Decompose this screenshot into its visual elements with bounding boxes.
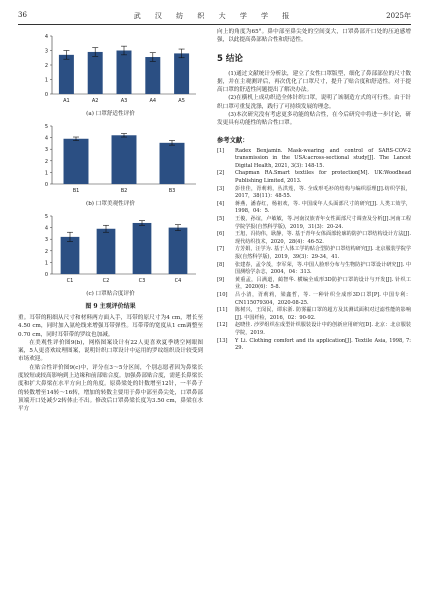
reference-text: 蒋燕，潘春红，杨祖欢，等. 中国成年人头面部尺寸的研究[J]. 人类工效学，1998，04：5. [235, 200, 411, 215]
x-tick-label: C3 [138, 278, 146, 284]
bar [174, 53, 189, 94]
reference-text: Chapman RA.Smart textiles for protection[M]. UK:Woodhead Publishing Limited, 2013. [235, 170, 411, 185]
y-tick-label: 5 [44, 124, 48, 130]
chart-b-caption: (b) 口罩美观性评价 [86, 201, 135, 207]
chart-b-svg [18, 120, 203, 198]
reference-number: [5] [217, 216, 225, 223]
reference-item [217, 307, 411, 322]
y-tick-label: 2 [44, 158, 48, 165]
y-tick-label: 1 [44, 170, 48, 177]
y-tick-label: 3 [44, 48, 48, 55]
y-tick-label: 2 [44, 248, 48, 255]
reference-item [217, 201, 411, 216]
reference-item [217, 338, 411, 353]
left-paragraph: 在贴合性评价图9(c)中，评分在3～5分区间，个别志愿者因为鼻梁长度较短或较高影响到上边缘和前部贴合度。加强鼻部贴合度，需延长鼻梁长度和扩大鼻梁在水平方向上的角度。原鼻梁处的针数增至12针，一半鼻子的转数增至14转～16转，增加的转数主要用于鼻中部至鼻尖处，口罩鼻部顶端开口处减少2转体止不出。修改后口罩鼻梁长度为3.50 cm，鼻梁在水平方 [18, 364, 203, 413]
reference-number: [12] [217, 322, 228, 329]
reference-number: [13] [217, 337, 228, 344]
page-header [18, 11, 411, 23]
reference-item [217, 186, 411, 201]
y-tick-label: 5 [44, 214, 48, 220]
conclusion-paragraph: (3)本次研究没有考虑更多功能的贴合性，在今后研究中将进一步讨论，研发更具有功能性的贴合性口罩。 [217, 112, 411, 127]
x-tick-label: A3 [120, 98, 128, 104]
y-tick-label: 0 [44, 272, 48, 278]
y-tick-label: 4 [44, 34, 48, 40]
reference-number: [3] [217, 185, 225, 192]
reference-text: 赵晓佳. 沙罗组织在成型针织服装设计中的创新应用研究[D]. 北京：北京服装学院，2019. [235, 322, 411, 336]
reference-item [217, 322, 411, 337]
reference-item [217, 148, 411, 171]
chart-c [18, 210, 203, 297]
journal-year: 2025年 [386, 12, 411, 20]
bar [160, 143, 185, 184]
x-tick-label: B3 [168, 188, 176, 194]
reference-number: [10] [217, 291, 228, 298]
reference-item [217, 216, 411, 231]
left-column [18, 30, 203, 414]
x-tick-label: C1 [66, 278, 74, 284]
reference-item [217, 246, 411, 261]
x-tick-label: C2 [102, 278, 110, 284]
right-intro: 向上的角度为65°。鼻中部至鼻尖处的空间变大，口罩鼻部开口处的压迫感增强，以此提高鼻部贴合性和舒适性。 [217, 29, 411, 44]
reference-item [217, 231, 411, 246]
chart-a-svg [18, 30, 203, 108]
bar [64, 139, 89, 184]
reference-item [217, 262, 411, 277]
chart-c-svg [18, 210, 203, 288]
reference-text: 王俊，孙谊，卢敏敏，等.河南汉族青年女性面部尺寸调查及分析[J].河南工程学院学报(自然科学版)，2019，31(3)：20-24. [235, 216, 411, 230]
x-tick-label: B2 [120, 188, 128, 194]
y-tick-label: 3 [44, 147, 48, 154]
right-column [217, 28, 411, 353]
left-paragraph: 重。耳带的粗细从尺寸和材料两方面入手，耳带的原尺寸为4 cm，增长至4.50 cm，同时加入氨纶线来增强耳带弹性。耳带带的宽度从1 cm调整至0.70 cm，同时耳带带的罗纹也加减。 [18, 315, 203, 338]
reference-number: [8] [217, 261, 225, 268]
bar [145, 57, 160, 94]
reference-number: [11] [217, 307, 228, 314]
bar [133, 223, 152, 274]
chart-c-caption: (c) 口罩贴合度评价 [86, 291, 135, 297]
chart-a-caption: (a) 口罩舒适性评价 [86, 111, 135, 117]
reference-number: [2] [217, 170, 225, 177]
reference-text: 陈树兴，王闵民，谭东浙. 防雾霾口罩的超方及其测试面积对过滤性能的影响[J]. 中国纤检，2016，02：90-92. [235, 307, 411, 321]
reference-number: [1] [217, 147, 225, 154]
reference-text: 张建春，孟令茂，李军荣，等.中国人脸形分布与生物防护口罩设计研究[J]. 中国测绘学杂志，2004，04：313. [235, 261, 411, 276]
x-tick-label: A4 [149, 98, 157, 104]
bar [169, 228, 188, 274]
reference-number: [4] [217, 200, 225, 207]
reference-text: 黄重孟，吕满道，蔺智华. 横编全成形3D防护口罩的设计与开发[J]. 针织工业，2020(6)：5-8. [235, 276, 411, 291]
reference-number: [9] [217, 276, 225, 283]
header-rule [18, 24, 411, 25]
reference-text: 方芳娟，汪学为. 基于人体工学的贴合型防护口罩结构研究[J]. 北京服装学院学报(自然科学版)，2019，39(3)：29-34，41. [235, 246, 411, 260]
bar [61, 237, 80, 274]
y-tick-label: 1 [44, 77, 48, 84]
chart-b [18, 120, 203, 207]
journal-title: 武 汉 纺 织 大 学 学 报 [133, 12, 296, 20]
reference-number: [6] [217, 231, 225, 238]
reference-item [217, 292, 411, 307]
reference-text: Radex Benjamin. Mask-wearing and control of SARS-COV-2 transmission in the USA:across-sectional study[J]. The Lancet Digital Health, 2021, 3(3): 148-15. [235, 147, 411, 169]
conclusion-heading: 5 结论 [217, 53, 243, 64]
x-tick-label: C4 [174, 278, 182, 284]
reference-text: 彭佳佳，胥莉莉，丛洪莲，等. 全成形毛衫的结构与编织原理[J].纺织学报，2017，38(11)：48-55. [235, 185, 411, 200]
y-tick-label: 4 [44, 225, 48, 232]
reference-text: Y Li. Clothing comfort and its application[J]. Textile Asia, 1998, 7: 29. [235, 337, 411, 352]
reference-item [217, 277, 411, 292]
y-tick-label: 4 [44, 135, 48, 142]
chart-a [18, 30, 203, 117]
y-tick-label: 1 [44, 260, 48, 267]
y-tick-label: 0 [44, 182, 48, 188]
bar [112, 135, 137, 184]
left-paragraph: 在美观性评价图9(b)，网格图案设计有22人更喜欢夏季绣空网眼图案，5人更喜欢纹理图案，说明针织口罩设计中运用的罗纹组织设计较受到市场欢迎。 [18, 339, 203, 363]
references-heading: 参考文献： [217, 136, 249, 144]
figure-caption: 图 9 主观评价结果 [85, 303, 136, 310]
y-tick-label: 2 [44, 63, 48, 69]
reference-list [217, 148, 411, 353]
reference-number: [7] [217, 246, 225, 253]
bar [117, 51, 132, 95]
bar [88, 52, 103, 94]
conclusion-paragraph: (2)在横机上成功织造全体针织口罩，说明了该制造方式的可行性。由于针织口罩可重复洗涤，践行了可持续发展的理念。 [217, 95, 411, 110]
x-tick-label: B1 [72, 188, 80, 194]
bar [59, 55, 74, 94]
x-tick-label: A1 [63, 98, 70, 104]
conclusion-paragraph: (1)通过文献统计分析法，建立了女性口罩版型，细化了鼻部部位的尺寸数据，并在主观测评后，再次优化了口罩尺寸，提升了贴合度和舒适性。对于提高口罩的舒适性问题提出了解决办法。 [217, 70, 411, 94]
bar [97, 229, 116, 274]
reference-item [217, 170, 411, 185]
y-tick-label: 3 [44, 237, 48, 244]
reference-text: 吕小清，胥莉莉，梁鑫哲，等. 一种针织全成形3D口罩[P]. 中国专利：CN115079304，2020-08-25. [235, 291, 411, 306]
y-tick-label: 0 [44, 92, 48, 98]
x-tick-label: A2 [91, 98, 99, 104]
reference-text: 王旭，冯钧伟，耿静，等. 基于青年女体面部轮廓的防护口罩结构设计方法[J]. 现代纺织技术，2020，28(4)：46-52. [235, 231, 411, 245]
x-tick-label: A5 [178, 98, 185, 104]
page-number: 36 [18, 11, 27, 19]
